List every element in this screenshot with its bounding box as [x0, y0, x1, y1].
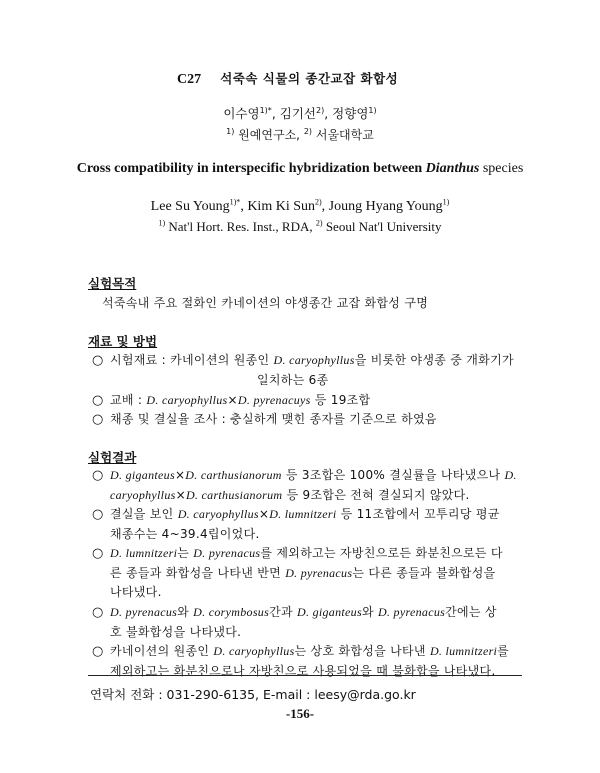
affiliation-name: Nat'l Hort. Res. Inst., RDA, [168, 219, 313, 234]
results-item-continuation: 른 종들과 화합성을 나타낸 반면 D. pyrenacus는 다른 종들과 불화합성을 [110, 566, 496, 580]
affiliation-name: 원예연구소, [238, 128, 300, 142]
methods-item: ○ 채종 및 결실율 조사 : 충실하게 맺힌 종자를 기준으로 하였음 [92, 412, 437, 427]
methods-item-continuation: 일치하는 6종 [257, 373, 329, 387]
results-item: ○ D. lumnitzeri는 D. pyrenacus를 제외하고는 자방친으로든 화분친으로든 다 [92, 546, 503, 561]
affiliation-mark: 2) [303, 127, 313, 136]
author-mark: 1)* [229, 197, 241, 207]
bullet-circle: ○ [92, 644, 104, 659]
korean-authors: 이수영$^{1)*}$, 김기선$^{2)}$, 정향영$^{1)}$ [223, 105, 377, 121]
results-item-continuation: 채종수는 4~39.4립이었다. [110, 527, 260, 541]
bullet-circle: ○ [92, 353, 104, 368]
abstract-code: C27 [177, 72, 202, 87]
english-title: Cross compatibility in interspecific hybridization between Dianthus species [76, 161, 524, 176]
author-mark: 1) [368, 105, 377, 115]
results-item-continuation: 제외하고는 화분친으로나 자방친으로 사용되었을 때 불화합을 나타냈다. [110, 664, 496, 678]
contact-info: 연락처 전화 : 031-290-6135, E-mail : leesy@rda.go.kr [90, 687, 416, 702]
affiliation-mark: 1) [158, 218, 166, 228]
author-name: Kim Ki Sun [247, 199, 315, 214]
korean-title: 석죽속 식물의 종간교잡 화합성 [220, 71, 399, 86]
genus-name: Dianthus [425, 161, 480, 176]
author-name: 이수영 [223, 106, 260, 121]
bullet-circle: ○ [92, 412, 104, 427]
results-item: ○ D. pyrenacus와 D. corymbosus간과 D. giganteus와 D. pyrenacus간에는 상 [92, 605, 497, 620]
author-mark: 1) [442, 197, 450, 207]
results-item-continuation: 호 불화합성을 나타냈다. [110, 625, 242, 639]
page-number: -156- [285, 706, 315, 721]
footer-divider [88, 675, 522, 676]
korean-affiliation [0, 126, 600, 143]
abstract-title [177, 68, 398, 88]
bullet-circle: ○ [92, 507, 104, 522]
results-item: ○ 결실을 보인 D. caryophyllus×D. lumnitzeri 등 11조합에서 꼬투리당 평균 [92, 507, 500, 522]
bullet-circle: ○ [92, 393, 104, 408]
author-mark: 2) [316, 105, 325, 115]
affiliation-mark: 2) [315, 218, 323, 228]
english-affiliation [0, 219, 600, 235]
author-name: 정향영 [332, 106, 369, 121]
author-name: 김기선 [279, 106, 316, 121]
results-item-continuation: caryophyllus×D. carthusianorum 등 9조합은 전혀 결실되지 않았다. [110, 488, 470, 502]
results-heading: 실험결과 [88, 450, 137, 465]
methods-item: ○ 교배 : D. caryophyllus×D. pyrenacuys 등 19조합 [92, 393, 371, 408]
author-name: Lee Su Young [150, 199, 230, 214]
bullet-circle: ○ [92, 468, 104, 483]
author-mark: 2) [315, 197, 322, 207]
results-item: ○ 카네이션의 원종인 D. caryophyllus는 상호 화합성을 나타낸 D. lumnitzeri를 [92, 644, 510, 659]
author-mark: 1)* [259, 105, 272, 115]
results-item: ○ D. giganteus×D. carthusianorum 등 3조합은 100% 결실률을 나타냈으나 D. [92, 468, 517, 483]
affiliation-name: Seoul Nat'l University [325, 219, 442, 234]
methods-item: ○ 시험재료 : 카네이션의 원종인 D. caryophyllus을 비롯한 야생종 중 개화기가 [92, 353, 514, 368]
english-authors: Lee Su Young$^{1)*}$, Kim Ki Sun$^{2)}$, Joung Hyang Young$^{1)}$ [150, 197, 450, 214]
author-name: Joung Hyang Young [328, 199, 443, 214]
results-item-continuation: 나타냈다. [110, 585, 162, 599]
bullet-circle: ○ [92, 546, 104, 561]
affiliation-mark: 1) [226, 127, 235, 136]
purpose-text: 석죽속내 주요 절화인 카네이션의 야생종간 교잡 화합성 구명 [102, 296, 429, 310]
methods-heading: 재료 및 방법 [88, 334, 158, 349]
bullet-circle: ○ [92, 605, 104, 620]
purpose-heading: 실험목적 [88, 276, 137, 291]
affiliation-name: 서울대학교 [315, 128, 374, 142]
